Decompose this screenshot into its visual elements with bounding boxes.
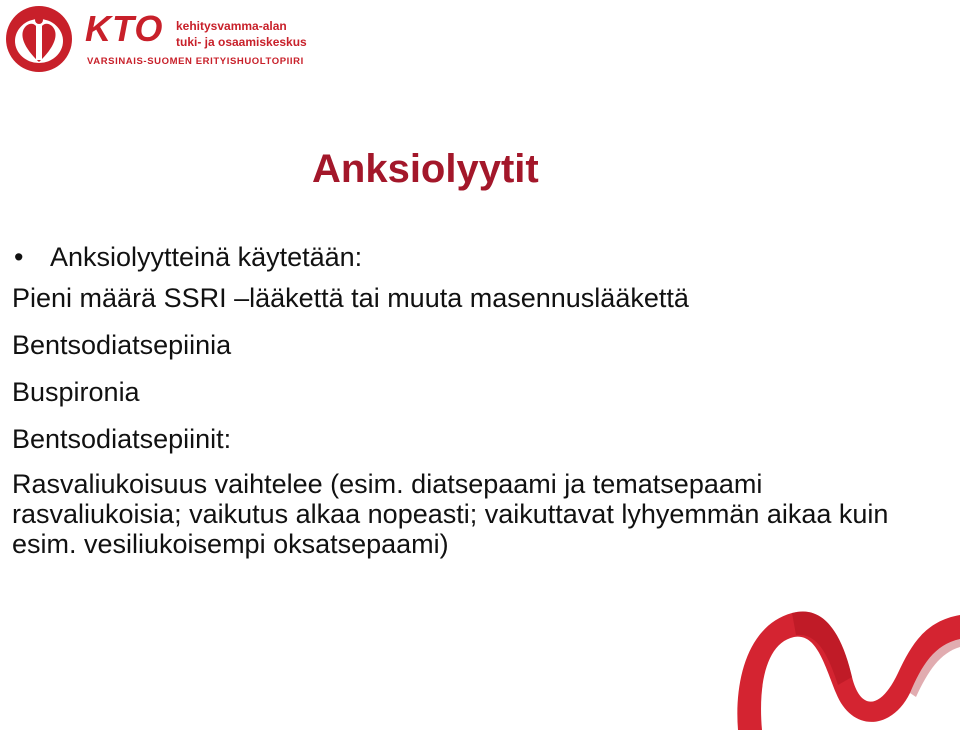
bullet-item [12,240,892,275]
logo-organization: VARSINAIS-SUOMEN ERITYISHUOLTOPIIRI [87,56,304,67]
logo-tagline-line2: tuki- ja osaamiskeskus [176,35,307,49]
bullet-text: Anksiolyytteinä käytetään: [50,242,363,272]
logo-tagline [176,18,307,50]
heart-figure-logo-icon [4,4,74,74]
content-line-benzodiazepines: Bentsodiatsepiinia [12,330,232,360]
slide-title: Anksiolyytit [312,147,539,191]
red-ribbon-icon [720,585,960,730]
content-paragraph: Rasvaliukoisuus vaihtelee (esim. diatsepaami ja tematsepaami rasvaliukoisia; vaikutus alkaa nopeasti; vaikuttavat lyhyemmän aikaa kuin esim. vesiliukoisempi oksatsepaami) [12,469,889,559]
content-line-buspirone: Buspironia [12,377,140,407]
header [0,0,320,80]
bullet-dot: • [14,242,24,272]
slide-content [12,240,892,559]
logo-acronym: KTO [85,8,164,49]
content-line-ssri: Pieni määrä SSRI –lääkettä tai muuta masennuslääkettä [12,283,689,313]
logo-tagline-line1: kehitysvamma-alan [176,19,287,33]
content-line-benzodiazepines-heading: Bentsodiatsepiinit: [12,424,232,454]
